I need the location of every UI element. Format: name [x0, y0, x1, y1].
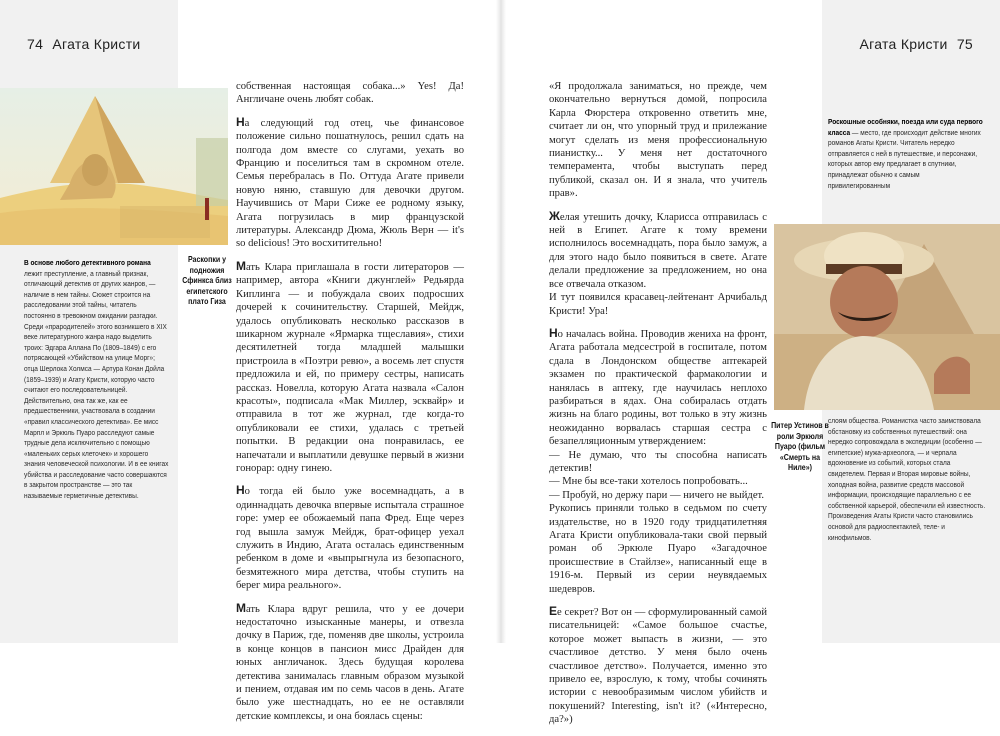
paragraph: Ее секрет? Вот он — сформулированный самой писательницей: «Самое большое счастье, которое может выпасть в жизни, — это счастливое детство. У меня было очень счастливое детство». Получается, именно это привело ее, взрослую, к тому, чтобы сочинять истории с невообразимым числом убийств и покушений? Interesting, isn't it? («Интересно, да?») [549, 604, 767, 726]
dialogue-line: — Не думаю, что ты способна написать детектив! [549, 449, 767, 474]
drop-letter: Ж [549, 208, 560, 223]
right-running-title: Агата Кристи [859, 36, 948, 52]
left-main-column [236, 80, 464, 732]
right-sidebar-lead: Роскошные особняки, поезда или суда первого класса [828, 117, 983, 137]
drop-letter: Н [236, 114, 245, 129]
drop-letter: Н [236, 483, 245, 498]
left-sidebar-lead: В основе любого детективного романа [24, 258, 151, 267]
left-page-number: 74 [27, 36, 44, 52]
right-sidebar-continued: слоям общества. Романистка часто заимствовала обстановку из собственных путешествий: она нередко сопровождала в экспедиции (особенно — египетские) мужа-археолога, — и черпала вдохновение из событий, которых стала свидетелем. Первая и Вторая мировые войны, холодная война, развитие средств массовой информации, происходящие параллельно с ее собственной карьерой, обеспечили ей известность. Произведения Агаты Кристи часто становились основой для радиоспектаклей, теле- и кинофильмов. [828, 416, 986, 542]
drop-letter: М [236, 600, 246, 615]
dialogue-line: — Пробуй, но держу пари — ничего не выйдет. [549, 489, 765, 501]
paragraph: Но тогда ей было уже восемнадцать, а в одиннадцать девочка впервые испытала страшное горе: умер ее обожаемый папа Фред. Еще через год вышла замуж Мейдж, брат-офицер уехал служить в Индию, Агата осталась единственным ребенком в доме и «выпрыгнула из безопасного, безмятежного мира детства, чтобы ступить на берег мира реального». [236, 483, 464, 592]
dialogue-line: — Мне бы все-таки хотелось попробовать... [549, 476, 748, 488]
left-sidebar-text [24, 258, 168, 502]
paragraph: И тут появился красавец-лейтенант Арчибальд Кристи! Ура! [549, 292, 767, 317]
paragraph: Мать Клара вдруг решила, что у ее дочери недостаточно изысканные манеры, и отвезла дочку в Париж, где, поменяв две школы, устроила в конце концов в пансион мисс Драйден для юных англичанок. Здесь будущая королева детектива занималась главным образом музыкой и пением, отдавая им по семь часов в день. Агате было уже шестнадцать, но ее не оставляли детские комплексы, и она боялась сцены: [236, 600, 464, 722]
left-running-title: Агата Кристи [52, 36, 141, 52]
right-main-column [549, 80, 767, 736]
poirot-photo [774, 224, 1000, 410]
left-sidebar-body: лежит преступление, а главный признак, отличающий детектив от других жанров, — наличие в нем тайны. Сюжет строится на расследовании этой тайны, читатель постоянно в тревожном ожидании разгадки. Среди «прародителей» этого возникшего в XIX веке литературного жанра надо выделить троих: Эдгара Аллана По (1809–1849) с его потрясающей «Убийством на улице Морг»; отца Шерлока Холмса — Артура Конан Дойла (1859–1939) и Агату Кристи, которую часто считают его последовательницей. Действительно, она так же, как ее предшественники, участвовала в создании «правил классического детектива». Ее мисс Марпл и Эркюль Пуаро расследуют самые трудные дела исключительно с помощью «маленьких серых клеточек» и хорошего знания человеческой психологии. И в ее книгах убийства и расследование часто совершаются в закрытом пространстве — это так называемые герметичные детективы. [24, 268, 169, 501]
paragraph: «Я продолжала заниматься, но прежде, чем окончательно вернуться домой, попросила Карла Фюрстера откровенно ответить мне, считает ли он, что упорный труд и прилежание могут сделать из меня профессиональную пианистку... У меня нет достаточного темперамента, чтобы выступать перед публикой, сказал он. И я знала, что учитель прав». [549, 81, 767, 200]
drop-letter: М [236, 258, 246, 273]
poirot-caption: Питер Устинов в роли Эркюля Пуаро (фильм «Смерть на Ниле») [771, 420, 829, 473]
paragraph: собственная настоящая собака...» Yes! Да! Англичане очень любят собак. [236, 81, 464, 106]
left-page-header [22, 36, 141, 52]
drop-letter: Е [549, 604, 558, 619]
paragraph: Мать Клара приглашала в гости литераторов — например, автора «Книги джунглей» Редьярда Киплинга — и побуждала своих подросших дочерей к сочинительству. Старшей, Мейдж, удалось опубликовать несколько рассказов в шикарном журнале «Ярмарка тщеславия», стихи десятилетней тогда младшей малышки пристроила в «Поэтри ревю», а восемь лет спустя предложила и ей, по примеру сестры, написать рассказ. Новелла, которую Агата назвала «Салон красоты», подписала «Мак Миллер, эсквайр» и отправила в тот же журнал, где когда-то опубликовали ее стихи, удалась с третьей попытки. В редакции она понравилась, ее напечатали и выплатили девушке первый в жизни гонорар: одну гинею. [236, 258, 464, 474]
book-gutter [496, 0, 506, 643]
paragraph: Желая утешить дочку, Кларисса отправилась с ней в Египет. Агате к тому времени исполнилось восемнадцать, пора было замуж, а для этого надо было появиться в свете. Агате делали предложение за предложением, но она все отвечала отказом. [549, 208, 767, 290]
right-sidebar-body: — место, где происходит действие многих романов Агаты Кристи. Читатель нередко отправляется с ней в путешествие, и персонажи, которых автор ему предлагает в спутники, принадлежат обычно к самым привилегированным [828, 127, 981, 190]
right-page-header [859, 36, 978, 52]
sphinx-illustration [0, 88, 228, 245]
right-page-number: 75 [956, 36, 973, 52]
drop-letter: Н [549, 325, 558, 340]
right-sidebar-text [828, 117, 983, 191]
paragraph: Но началась война. Проводив жениха на фронт, Агата работала медсестрой в госпитале, потом сдала в Лондонском обществе аптекарей экзамен по практической фармакологии и нанялась в аптеку, где научилась неплохо разбираться в ядах. Она собиралась отдать жизнь на благо родины, вот только в эту жизнь неожиданно ворвалась старшая сестра с безапелляционным утверждением: [549, 325, 767, 448]
sphinx-caption: Раскопки у подножия Сфинкса близ египетского плато Гиза [182, 254, 232, 307]
paragraph: Рукопись приняли только в седьмом по счету издательстве, но в 1920 году тридцатилетняя Агата Кристи опубликовала-таки свой первый роман об Эркюле Пуаро «Загадочное происшествие в Стайлзе», написанный еще в 1916-м. Первый из серии неувядаемых шедевров. [549, 503, 767, 595]
paragraph: На следующий год отец, чье финансовое положение сильно пошатнулось, решил сдать на полгода дом вместе со слугами, уехать во Францию и поселиться там в скромном отеле. Семья перебралась в По. Оттуда Агате привели новую няню, ставшую для девочки другом. Научившись от Мари Сиже ее родному языку, Агата погрузилась в мир французской литературы. Александр Дюма, Жюль Верн — it's so delicious! Это восхитительно! [236, 114, 464, 250]
